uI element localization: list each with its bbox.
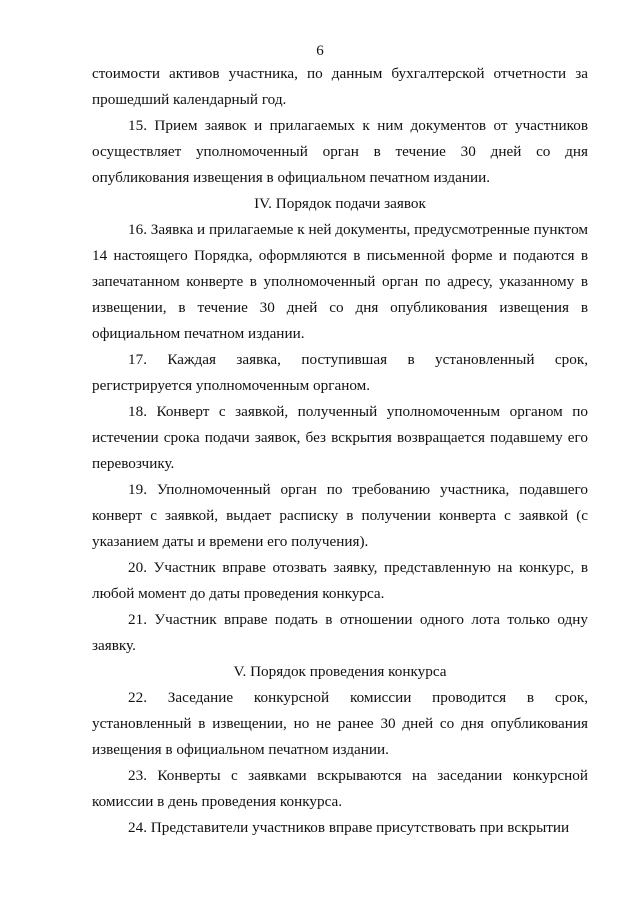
paragraph-24: 24. Представители участников вправе присутствовать при вскрытии: [128, 819, 570, 836]
paragraph-20: 20. Участник вправе отозвать заявку, представленную на конкурс, в любой момент до даты проведения конкурса.: [92, 559, 588, 602]
paragraph-19: 19. Уполномоченный орган по требованию участника, подавшего конверт с заявкой, выдает расписку в получении конверта с заявкой (с указанием даты и времени его получения).: [92, 481, 588, 550]
paragraph-18: 18. Конверт с заявкой, полученный уполномоченным органом по истечении срока подачи заявок, без вскрытия возвращается подавшему его перевозчику.: [92, 403, 588, 472]
paragraph-17: 17. Каждая заявка, поступившая в установленный срок, регистрируется уполномоченным органом.: [92, 351, 588, 394]
page-number: 6: [316, 43, 324, 59]
paragraph-continuation: стоимости активов участника, по данным бухгалтерской отчетности за прошедший календарный год.: [92, 65, 588, 108]
paragraph-15: 15. Прием заявок и прилагаемых к ним документов от участников осуществляет уполномоченный орган в течение 30 дней со дня опубликования извещения в официальном печатном издании.: [92, 117, 588, 186]
section-heading-v: V. Порядок проведения конкурса: [233, 663, 447, 680]
section-heading-iv: IV. Порядок подачи заявок: [254, 195, 426, 212]
paragraph-22: 22. Заседание конкурсной комиссии проводится в срок, установленный в извещении, но не ранее 30 дней со дня опубликования извещения в официальном печатном издании.: [92, 689, 588, 758]
paragraph-23: 23. Конверты с заявками вскрываются на заседании конкурсной комиссии в день проведения конкурса.: [92, 767, 588, 810]
paragraph-16: 16. Заявка и прилагаемые к ней документы, предусмотренные пунктом 14 настоящего Порядка, оформляются в письменной форме и подаются в запечатанном конверте в уполномоченный орган по адресу, указанному в извещении, в течение 30 дней со дня опубликования извещения в официальном печатном издании.: [92, 221, 588, 342]
document-body: [92, 61, 588, 841]
paragraph-21: 21. Участник вправе подать в отношении одного лота только одну заявку.: [92, 611, 588, 654]
